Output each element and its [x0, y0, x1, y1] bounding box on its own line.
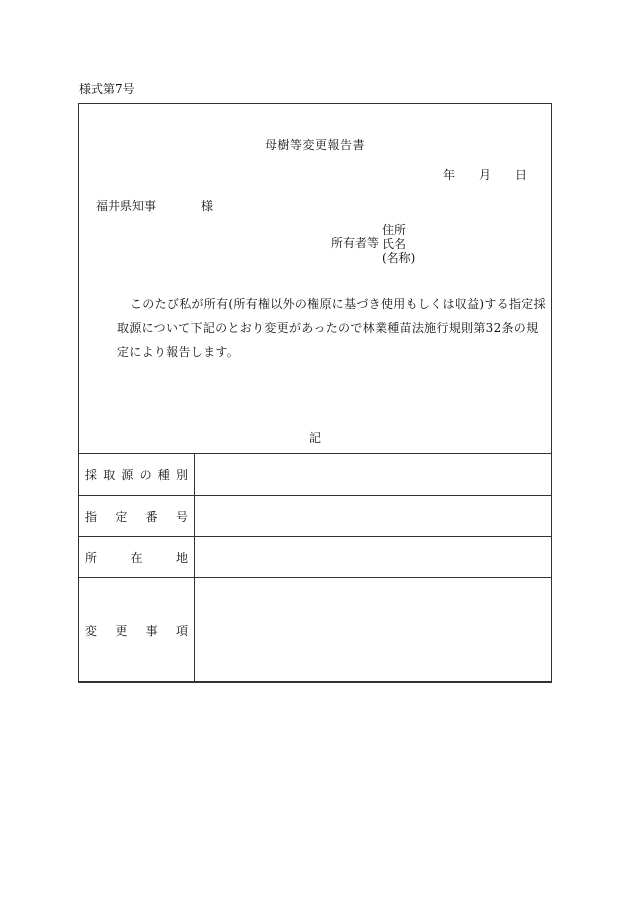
owner-name-alt-label: (名称) — [382, 251, 416, 265]
location-label: 所 在 地 — [79, 537, 195, 578]
designation-number-label: 指 定 番 号 — [79, 496, 195, 537]
table-row-source-type — [79, 454, 552, 496]
change-items-label: 変 更 事 項 — [79, 578, 195, 683]
form-frame — [78, 103, 552, 682]
table-row-designation-number — [79, 496, 552, 537]
source-type-label: 採 取 源 の 種 別 — [79, 454, 195, 496]
owner-label: 所有者等 — [331, 236, 380, 250]
ki-heading: 記 — [308, 431, 321, 445]
report-body — [117, 292, 547, 364]
owner-address-label: 住所 — [382, 223, 407, 237]
report-body-paragraph: このたび私が所有(所有権以外の権原に基づき使用もしくは収益)する指定採取源について下記のとおり変更があったので林業種苗法施行規則第32条の規定により報告します。 — [117, 297, 546, 359]
source-type-value[interactable] — [195, 454, 552, 496]
document-title: 母樹等変更報告書 — [264, 138, 365, 152]
table-row-location — [79, 537, 552, 578]
date-month-label: 月 — [479, 168, 492, 182]
designation-number-value[interactable] — [195, 496, 552, 537]
owner-name-label: 氏名 — [382, 237, 407, 251]
owner-fields — [382, 223, 415, 265]
table-row-change-items — [79, 578, 552, 683]
form-number: 様式第7号 — [79, 82, 135, 96]
details-table — [78, 453, 552, 683]
addressee-honorific: 様 — [201, 199, 214, 213]
location-value[interactable] — [195, 537, 552, 578]
change-items-value[interactable] — [195, 578, 552, 683]
addressee-name: 福井県知事 — [96, 199, 157, 213]
date-day-label: 日 — [515, 168, 528, 182]
date-year-label: 年 — [443, 168, 456, 182]
